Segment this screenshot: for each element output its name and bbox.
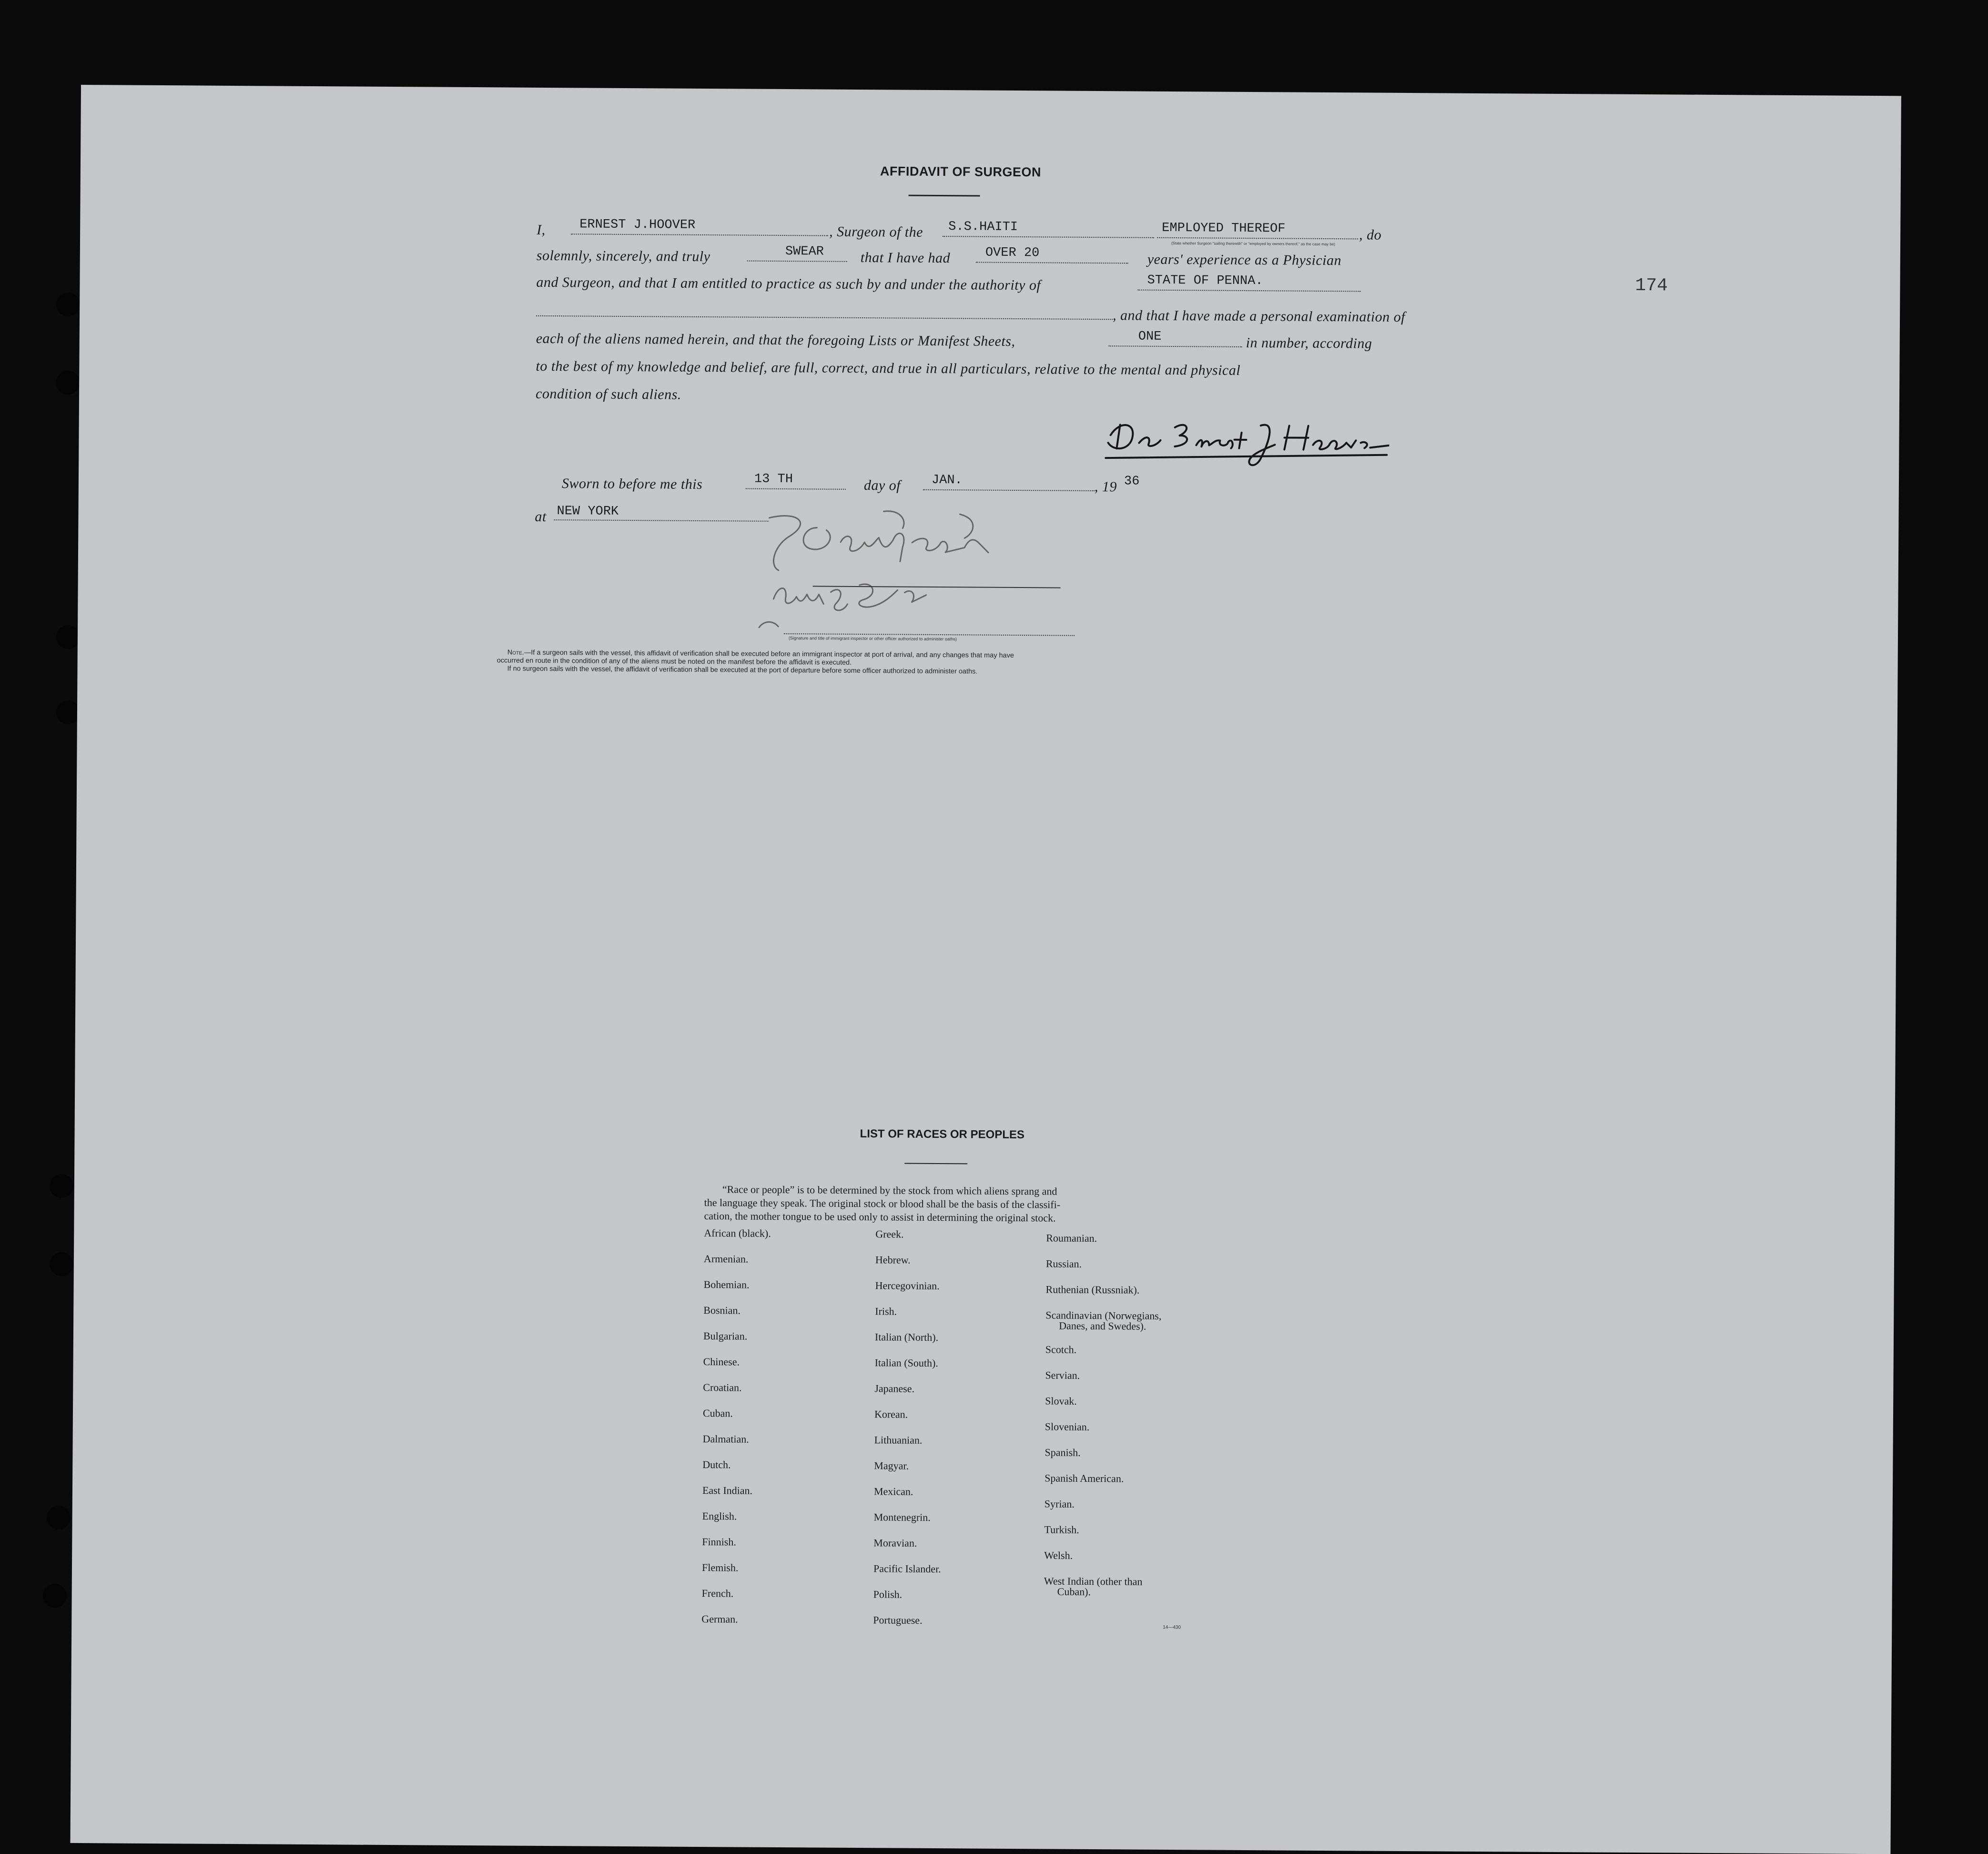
races-intro-3: cation, the mother tongue to be used only to assist in determining the original stock. xyxy=(704,1210,1056,1224)
text-experience: years' experience as a Physician xyxy=(1147,251,1342,269)
race-item: Servian. xyxy=(1045,1369,1080,1381)
text-knowledge: to the best of my knowledge and belief, are full, correct, and true in all particulars, relative to the mental and physical xyxy=(536,358,1241,378)
race-item: English. xyxy=(702,1510,737,1522)
place-line xyxy=(554,519,768,522)
race-item: Magyar. xyxy=(874,1459,909,1472)
text-day-of: day of xyxy=(863,477,901,494)
race-item: Mexican. xyxy=(873,1485,913,1498)
oath-field: SWEAR xyxy=(785,244,824,259)
oath-line xyxy=(747,261,847,262)
race-item: West Indian (other than xyxy=(1044,1575,1143,1588)
race-item: Slovak. xyxy=(1045,1395,1077,1407)
vessel-line xyxy=(943,236,1154,238)
race-item: German. xyxy=(701,1613,738,1625)
text-in-number: in number, according xyxy=(1246,334,1372,352)
form-code: 14—430 xyxy=(1163,1624,1181,1631)
text-do: , do xyxy=(1359,227,1382,243)
binder-hole xyxy=(56,625,80,649)
race-item: East Indian. xyxy=(702,1484,753,1497)
text-surgeon-of: , Surgeon of the xyxy=(829,223,923,240)
race-item: Portuguese. xyxy=(873,1614,923,1626)
race-item: Turkish. xyxy=(1044,1523,1079,1536)
races-intro-1: “Race or people” is to be determined by the stock from which aliens sprang and xyxy=(722,1183,1057,1197)
authority-line xyxy=(1137,290,1360,292)
text-pre-name: I, xyxy=(537,222,546,238)
race-item: Scandinavian (Norwegians, xyxy=(1045,1309,1162,1322)
race-item: Syrian. xyxy=(1044,1498,1075,1510)
surgeon-signature xyxy=(1103,405,1390,474)
race-item: Slovenian. xyxy=(1045,1420,1090,1433)
inspector-signature xyxy=(740,508,1036,634)
affidavit-title: AFFIDAVIT OF SURGEON xyxy=(880,164,1042,180)
race-item: Welsh. xyxy=(1044,1549,1073,1561)
text-each-alien: each of the aliens named herein, and that the foregoing Lists or Manifest Sheets, xyxy=(536,330,1015,349)
signature-caption: (Signature and title of immigrant inspector or other officer authorized to administer oaths) xyxy=(788,636,957,642)
binder-hole xyxy=(43,1584,67,1608)
binder-hole xyxy=(50,1174,73,1198)
year-field: 36 xyxy=(1124,474,1140,489)
surgeon-name-line xyxy=(571,233,828,236)
race-item: Greek. xyxy=(875,1228,904,1240)
races-intro-2: the language they speak. The original stock or blood shall be the basis of the classifi- xyxy=(704,1196,1061,1211)
binder-hole xyxy=(56,700,80,724)
employment-field: EMPLOYED THEREOF xyxy=(1162,221,1286,236)
text-condition: condition of such aliens. xyxy=(535,385,681,403)
race-item: Hebrew. xyxy=(875,1254,911,1266)
binder-hole xyxy=(47,1506,71,1530)
title-underline xyxy=(909,195,980,197)
race-item: Moravian. xyxy=(873,1537,917,1549)
note-line-3: If no surgeon sails with the vessel, the affidavit of verification shall be executed at the port of departure before some officer authorized to administer oaths. xyxy=(507,665,978,676)
race-item: Lithuanian. xyxy=(874,1434,923,1446)
races-title-underline xyxy=(904,1163,967,1165)
race-item: African (black). xyxy=(704,1227,771,1239)
text-solemnly: solemnly, sincerely, and truly xyxy=(536,247,710,265)
month-line xyxy=(923,489,1095,491)
race-item: Cuban. xyxy=(702,1407,733,1419)
text-year-prefix: , 19 xyxy=(1094,479,1117,495)
day-field: 13 TH xyxy=(754,472,793,487)
race-item: Italian (South). xyxy=(874,1357,938,1369)
race-item: Japanese. xyxy=(874,1382,915,1395)
text-examination: , and that I have made a personal examination of xyxy=(1112,307,1406,325)
document-sheet xyxy=(70,85,1901,1854)
text-surgeon-entitled: and Surgeon, and that I am entitled to practice as such by and under the authority of xyxy=(536,274,1041,294)
page-number: 174 xyxy=(1635,275,1668,296)
text-sworn: Sworn to before me this xyxy=(561,476,703,492)
race-item: Chinese. xyxy=(703,1356,740,1368)
race-item: Montenegrin. xyxy=(873,1511,931,1523)
authority-field: STATE OF PENNA. xyxy=(1147,273,1263,289)
races-title: LIST OF RACES OR PEOPLES xyxy=(860,1127,1025,1142)
race-item: Finnish. xyxy=(702,1536,736,1548)
race-item: Irish. xyxy=(875,1305,897,1317)
text-have-had: that I have had xyxy=(860,249,951,266)
binder-hole xyxy=(50,1252,73,1276)
employment-line xyxy=(1157,237,1358,240)
sheets-line xyxy=(1109,345,1242,347)
vessel-field: S.S.HAITI xyxy=(948,220,1018,235)
race-item: Spanish. xyxy=(1045,1446,1081,1459)
race-item: French. xyxy=(701,1587,734,1600)
note-text-1: —If a surgeon sails with the vessel, this affidavit of verification shall be executed before an immigrant inspector at port of arrival, and any changes that may have xyxy=(524,648,1014,659)
sheets-field: ONE xyxy=(1138,329,1162,344)
binder-hole xyxy=(56,293,80,316)
race-item: Bulgarian. xyxy=(703,1330,748,1342)
day-line xyxy=(746,488,846,490)
race-item: Pacific Islander. xyxy=(873,1562,941,1575)
note-label: Note. xyxy=(507,648,524,657)
race-item: Dutch. xyxy=(702,1459,731,1471)
race-item: Armenian. xyxy=(703,1253,749,1265)
surgeon-name-field: ERNEST J.HOOVER xyxy=(579,217,696,233)
employment-note: (State whether Surgeon "sailing therewith" or "employed by owners thereof," as the case may be) xyxy=(1171,241,1336,247)
race-item: Croatian. xyxy=(703,1381,742,1394)
years-field: OVER 20 xyxy=(985,245,1040,261)
race-item: Cuban). xyxy=(1057,1585,1091,1598)
race-item: Bosnian. xyxy=(703,1304,741,1317)
binder-hole xyxy=(56,371,80,395)
race-item: Flemish. xyxy=(701,1561,739,1574)
place-field: NEW YORK xyxy=(557,504,619,519)
race-item: Hercegovinian. xyxy=(875,1279,940,1292)
race-item: Roumanian. xyxy=(1046,1232,1097,1245)
month-field: JAN. xyxy=(931,473,963,488)
race-item: Scotch. xyxy=(1045,1343,1077,1356)
race-item: Italian (North). xyxy=(874,1331,939,1344)
race-item: Polish. xyxy=(873,1588,903,1601)
race-item: Ruthenian (Russniak). xyxy=(1045,1283,1140,1296)
years-line xyxy=(976,262,1128,263)
race-item: Korean. xyxy=(874,1408,908,1420)
race-item: Danes, and Swedes). xyxy=(1059,1319,1146,1332)
authority-line-continued xyxy=(536,315,1113,320)
race-item: Bohemian. xyxy=(703,1278,750,1291)
note-line-2: occurred en route in the condition of any of the aliens must be noted on the manifest before the affidavit is executed. xyxy=(497,657,852,667)
race-item: Russian. xyxy=(1045,1257,1082,1270)
text-at: at xyxy=(535,508,547,525)
race-item: Dalmatian. xyxy=(702,1433,749,1445)
race-item: Spanish American. xyxy=(1045,1472,1124,1485)
